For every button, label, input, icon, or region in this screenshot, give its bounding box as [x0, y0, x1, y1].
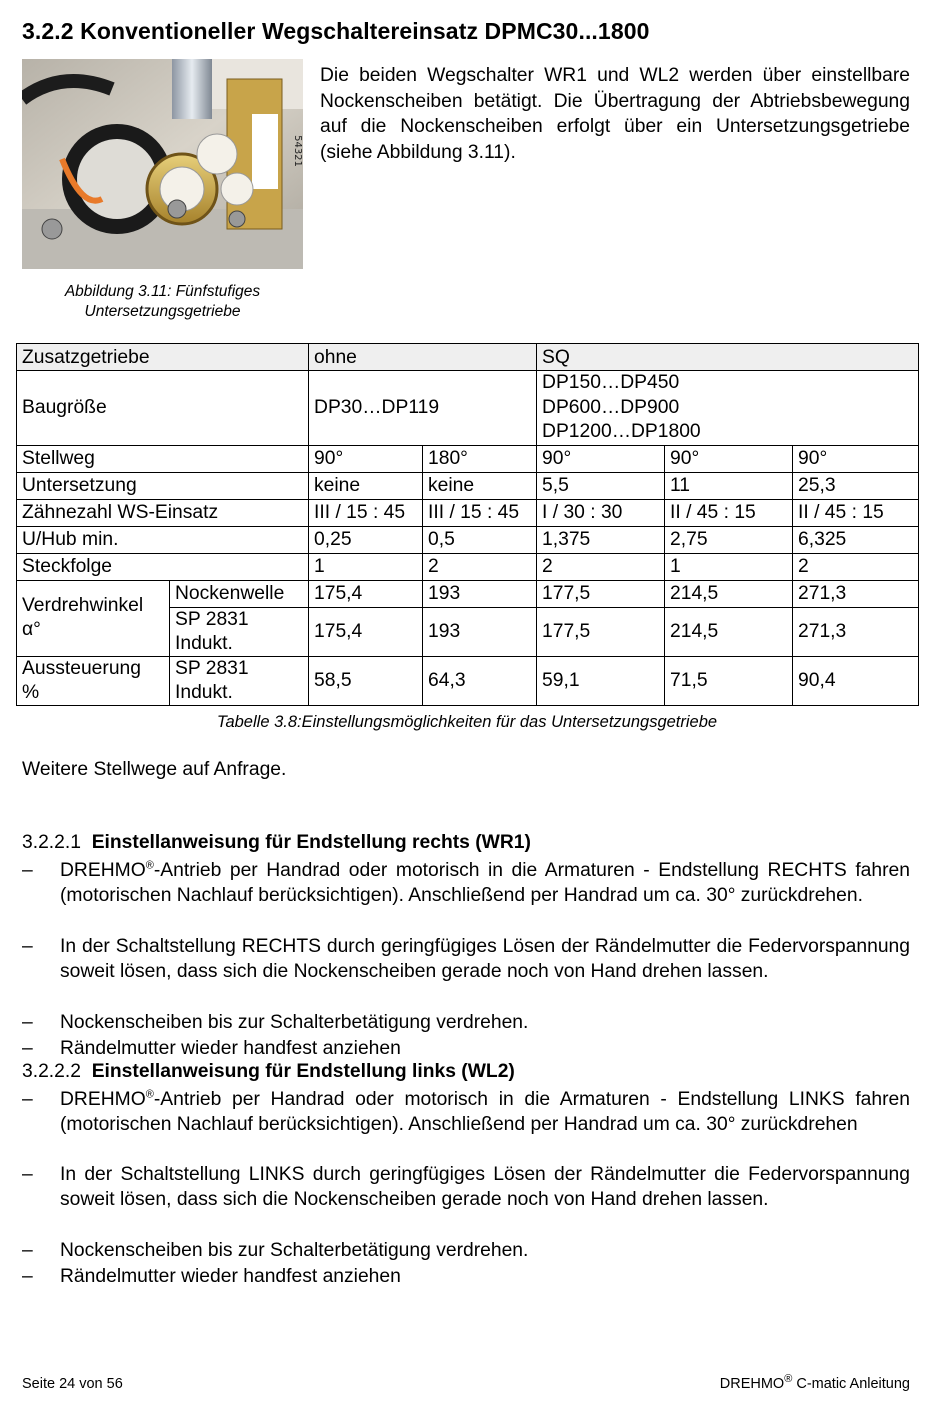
subsection-heading — [22, 832, 531, 854]
figure-caption — [22, 282, 303, 322]
table-cell: SQ — [537, 344, 919, 371]
gearbox-illustration — [22, 59, 303, 269]
table-cell: 6,325 — [793, 526, 919, 553]
dash-bullet: – — [22, 936, 33, 957]
table-cell: 64,3 — [423, 656, 537, 705]
list-item-text — [60, 1087, 910, 1138]
table-cell: 177,5 — [537, 607, 665, 656]
table-row — [17, 344, 919, 371]
table-cell: 193 — [423, 580, 537, 607]
list-item-text: In der Schaltstellung LINKS durch geringfügiges Lösen der Rändelmutter die Federvorspannung soweit lösen, dass sich die Nockenscheiben gerade noch von Hand drehen lassen. — [60, 1164, 910, 1211]
list-item-text: In der Schaltstellung RECHTS durch geringfügiges Lösen der Rändelmutter die Federvorspannung soweit lösen, dass sich die Nockenscheiben gerade noch von Hand drehen lassen. — [60, 936, 910, 983]
table-cell: 2 — [537, 553, 665, 580]
subsection-title: Einstellanweisung für Endstellung links (WL2) — [91, 1061, 515, 1082]
list-item — [22, 858, 910, 909]
table-cell-line: Indukt. — [175, 632, 233, 654]
table-cell-line: Indukt. — [175, 681, 233, 703]
table-cell — [17, 580, 170, 656]
table-cell: III / 15 : 45 — [309, 499, 423, 526]
footer-doc-title — [719, 1373, 910, 1392]
subsection-heading — [22, 1061, 515, 1083]
table-cell: 90° — [665, 445, 793, 472]
subsection-number: 3.2.2.2 — [22, 1061, 81, 1082]
table-cell: 193 — [423, 607, 537, 656]
table-row — [17, 499, 919, 526]
table-cell: 271,3 — [793, 607, 919, 656]
list-item — [22, 1264, 910, 1289]
table-cell: 11 — [665, 472, 793, 499]
table-cell: 1,375 — [537, 526, 665, 553]
footer-doc-name: C-matic Anleitung — [792, 1376, 910, 1392]
table-cell: 59,1 — [537, 656, 665, 705]
table-row — [17, 553, 919, 580]
table-cell: 177,5 — [537, 580, 665, 607]
table-cell-line: SP 2831 — [175, 608, 249, 630]
table-cell: 90° — [309, 445, 423, 472]
list-item-text-body: -Antrieb per Handrad oder motorisch in die Armaturen - Endstellung RECHTS fahren (motorischen Nachlauf berücksichtigen). Anschließend per Handrad um ca. 30° zurückdrehen. — [60, 860, 910, 907]
table-cell: 175,4 — [309, 607, 423, 656]
list-item-text: Nockenscheiben bis zur Schalterbetätigung verdrehen. — [60, 1012, 529, 1033]
brand-name: DREHMO — [60, 860, 146, 881]
additional-note: Weitere Stellwege auf Anfrage. — [22, 759, 287, 780]
table-cell: 90° — [793, 445, 919, 472]
table-cell: 214,5 — [665, 580, 793, 607]
table-cell: I / 30 : 30 — [537, 499, 665, 526]
figure-caption-line2: Untersetzungsgetriebe — [84, 303, 241, 320]
table-cell: keine — [423, 472, 537, 499]
list-item-text: Rändelmutter wieder handfest anziehen — [60, 1038, 401, 1059]
gear-stage-label: 54321 — [292, 135, 303, 167]
page-number: Seite 24 von 56 — [22, 1376, 123, 1392]
list-item — [22, 1036, 910, 1061]
table-cell: II / 45 : 15 — [665, 499, 793, 526]
dash-bullet: – — [22, 1266, 33, 1287]
settings-table — [16, 343, 919, 706]
table-cell: U/Hub min. — [17, 526, 309, 553]
table-cell: 180° — [423, 445, 537, 472]
table-row — [17, 580, 919, 607]
table-cell: 71,5 — [665, 656, 793, 705]
table-cell: 2 — [793, 553, 919, 580]
intro-paragraph: Die beiden Wegschalter WR1 und WL2 werden über einstellbare Nockenscheiben betätigt. Die Übertragung der Abtriebsbewegung auf die Nockenscheiben erfolgt über ein Untersetzungsgetriebe (siehe Abbildung 3.11). — [320, 65, 910, 163]
footer-brand: DREHMO — [719, 1376, 785, 1392]
dash-bullet: – — [22, 1038, 33, 1059]
dash-bullet: – — [22, 860, 33, 881]
table-cell: DP30…DP119 — [309, 371, 537, 446]
table-cell-line: DP150…DP450 — [542, 372, 680, 393]
dash-bullet: – — [22, 1164, 33, 1185]
table-cell — [170, 656, 309, 705]
table-cell-line: DP1200…DP1800 — [542, 421, 701, 442]
table-cell: 1 — [309, 553, 423, 580]
section-heading: 3.2.2 Konventioneller Wegschaltereinsatz DPMC30...1800 — [22, 18, 650, 44]
table-cell: ohne — [309, 344, 537, 371]
table-row — [17, 371, 919, 446]
registered-mark: ® — [784, 1373, 793, 1386]
dash-bullet: – — [22, 1240, 33, 1261]
table-cell-line: DP600…DP900 — [542, 396, 680, 418]
table-cell: 214,5 — [665, 607, 793, 656]
table-cell: 0,5 — [423, 526, 537, 553]
table-row — [17, 656, 919, 705]
table-cell — [170, 607, 309, 656]
table-cell: Steckfolge — [17, 553, 309, 580]
registered-mark: ® — [145, 859, 154, 872]
table-cell: Zähnezahl WS-Einsatz — [17, 499, 309, 526]
table-cell: 90,4 — [793, 656, 919, 705]
list-item — [22, 1010, 910, 1035]
list-item-text: Nockenscheiben bis zur Schalterbetätigung verdrehen. — [60, 1240, 529, 1261]
list-item — [22, 934, 910, 985]
table-cell: 5,5 — [537, 472, 665, 499]
table-cell: Stellweg — [17, 445, 309, 472]
table-cell: 271,3 — [793, 580, 919, 607]
table-cell: 1 — [665, 553, 793, 580]
table-cell: 2,75 — [665, 526, 793, 553]
gearbox-photo — [22, 59, 303, 269]
list-item-text-body: -Antrieb per Handrad oder motorisch in die Armaturen - Endstellung LINKS fahren (motorischen Nachlauf berücksichtigen). Anschließend per Handrad um ca. 30° zurückdrehen — [60, 1089, 910, 1136]
list-item — [22, 1238, 910, 1263]
table-row — [17, 526, 919, 553]
table-cell-line: SP 2831 — [175, 657, 249, 679]
table-cell: Baugröße — [17, 371, 309, 446]
registered-mark: ® — [145, 1088, 154, 1101]
subsection-number: 3.2.2.1 — [22, 832, 81, 853]
table-cell-line: Verdrehwinkel — [22, 595, 144, 616]
table-cell — [17, 656, 170, 705]
table-cell: 0,25 — [309, 526, 423, 553]
table-cell-line: % — [22, 681, 40, 703]
dash-bullet: – — [22, 1089, 33, 1110]
table-cell: keine — [309, 472, 423, 499]
table-cell-line: α° — [22, 619, 41, 640]
table-caption: Tabelle 3.8:Einstellungsmöglichkeiten für das Untersetzungsgetriebe — [216, 713, 718, 731]
table-row — [17, 472, 919, 499]
list-item-text: Rändelmutter wieder handfest anziehen — [60, 1266, 401, 1287]
table-row — [17, 445, 919, 472]
table-cell: 2 — [423, 553, 537, 580]
table-cell: Untersetzung — [17, 472, 309, 499]
list-item — [22, 1087, 910, 1138]
figure-caption-line1: Abbildung 3.11: Fünfstufiges — [64, 283, 261, 300]
table-cell: 25,3 — [793, 472, 919, 499]
table-cell: 175,4 — [309, 580, 423, 607]
table-cell: II / 45 : 15 — [793, 499, 919, 526]
table-cell: Zusatzgetriebe — [17, 344, 309, 371]
table-cell-line: Aussteuerung — [22, 657, 141, 679]
dash-bullet: – — [22, 1012, 33, 1033]
table-cell: 58,5 — [309, 656, 423, 705]
table-cell: III / 15 : 45 — [423, 499, 537, 526]
table-cell: Nockenwelle — [170, 580, 309, 607]
list-item — [22, 1162, 910, 1213]
subsection-title: Einstellanweisung für Endstellung rechts (WR1) — [91, 832, 531, 853]
brand-name: DREHMO — [60, 1089, 146, 1110]
table-cell — [537, 371, 919, 446]
list-item-text — [60, 858, 910, 909]
table-cell: 90° — [537, 445, 665, 472]
